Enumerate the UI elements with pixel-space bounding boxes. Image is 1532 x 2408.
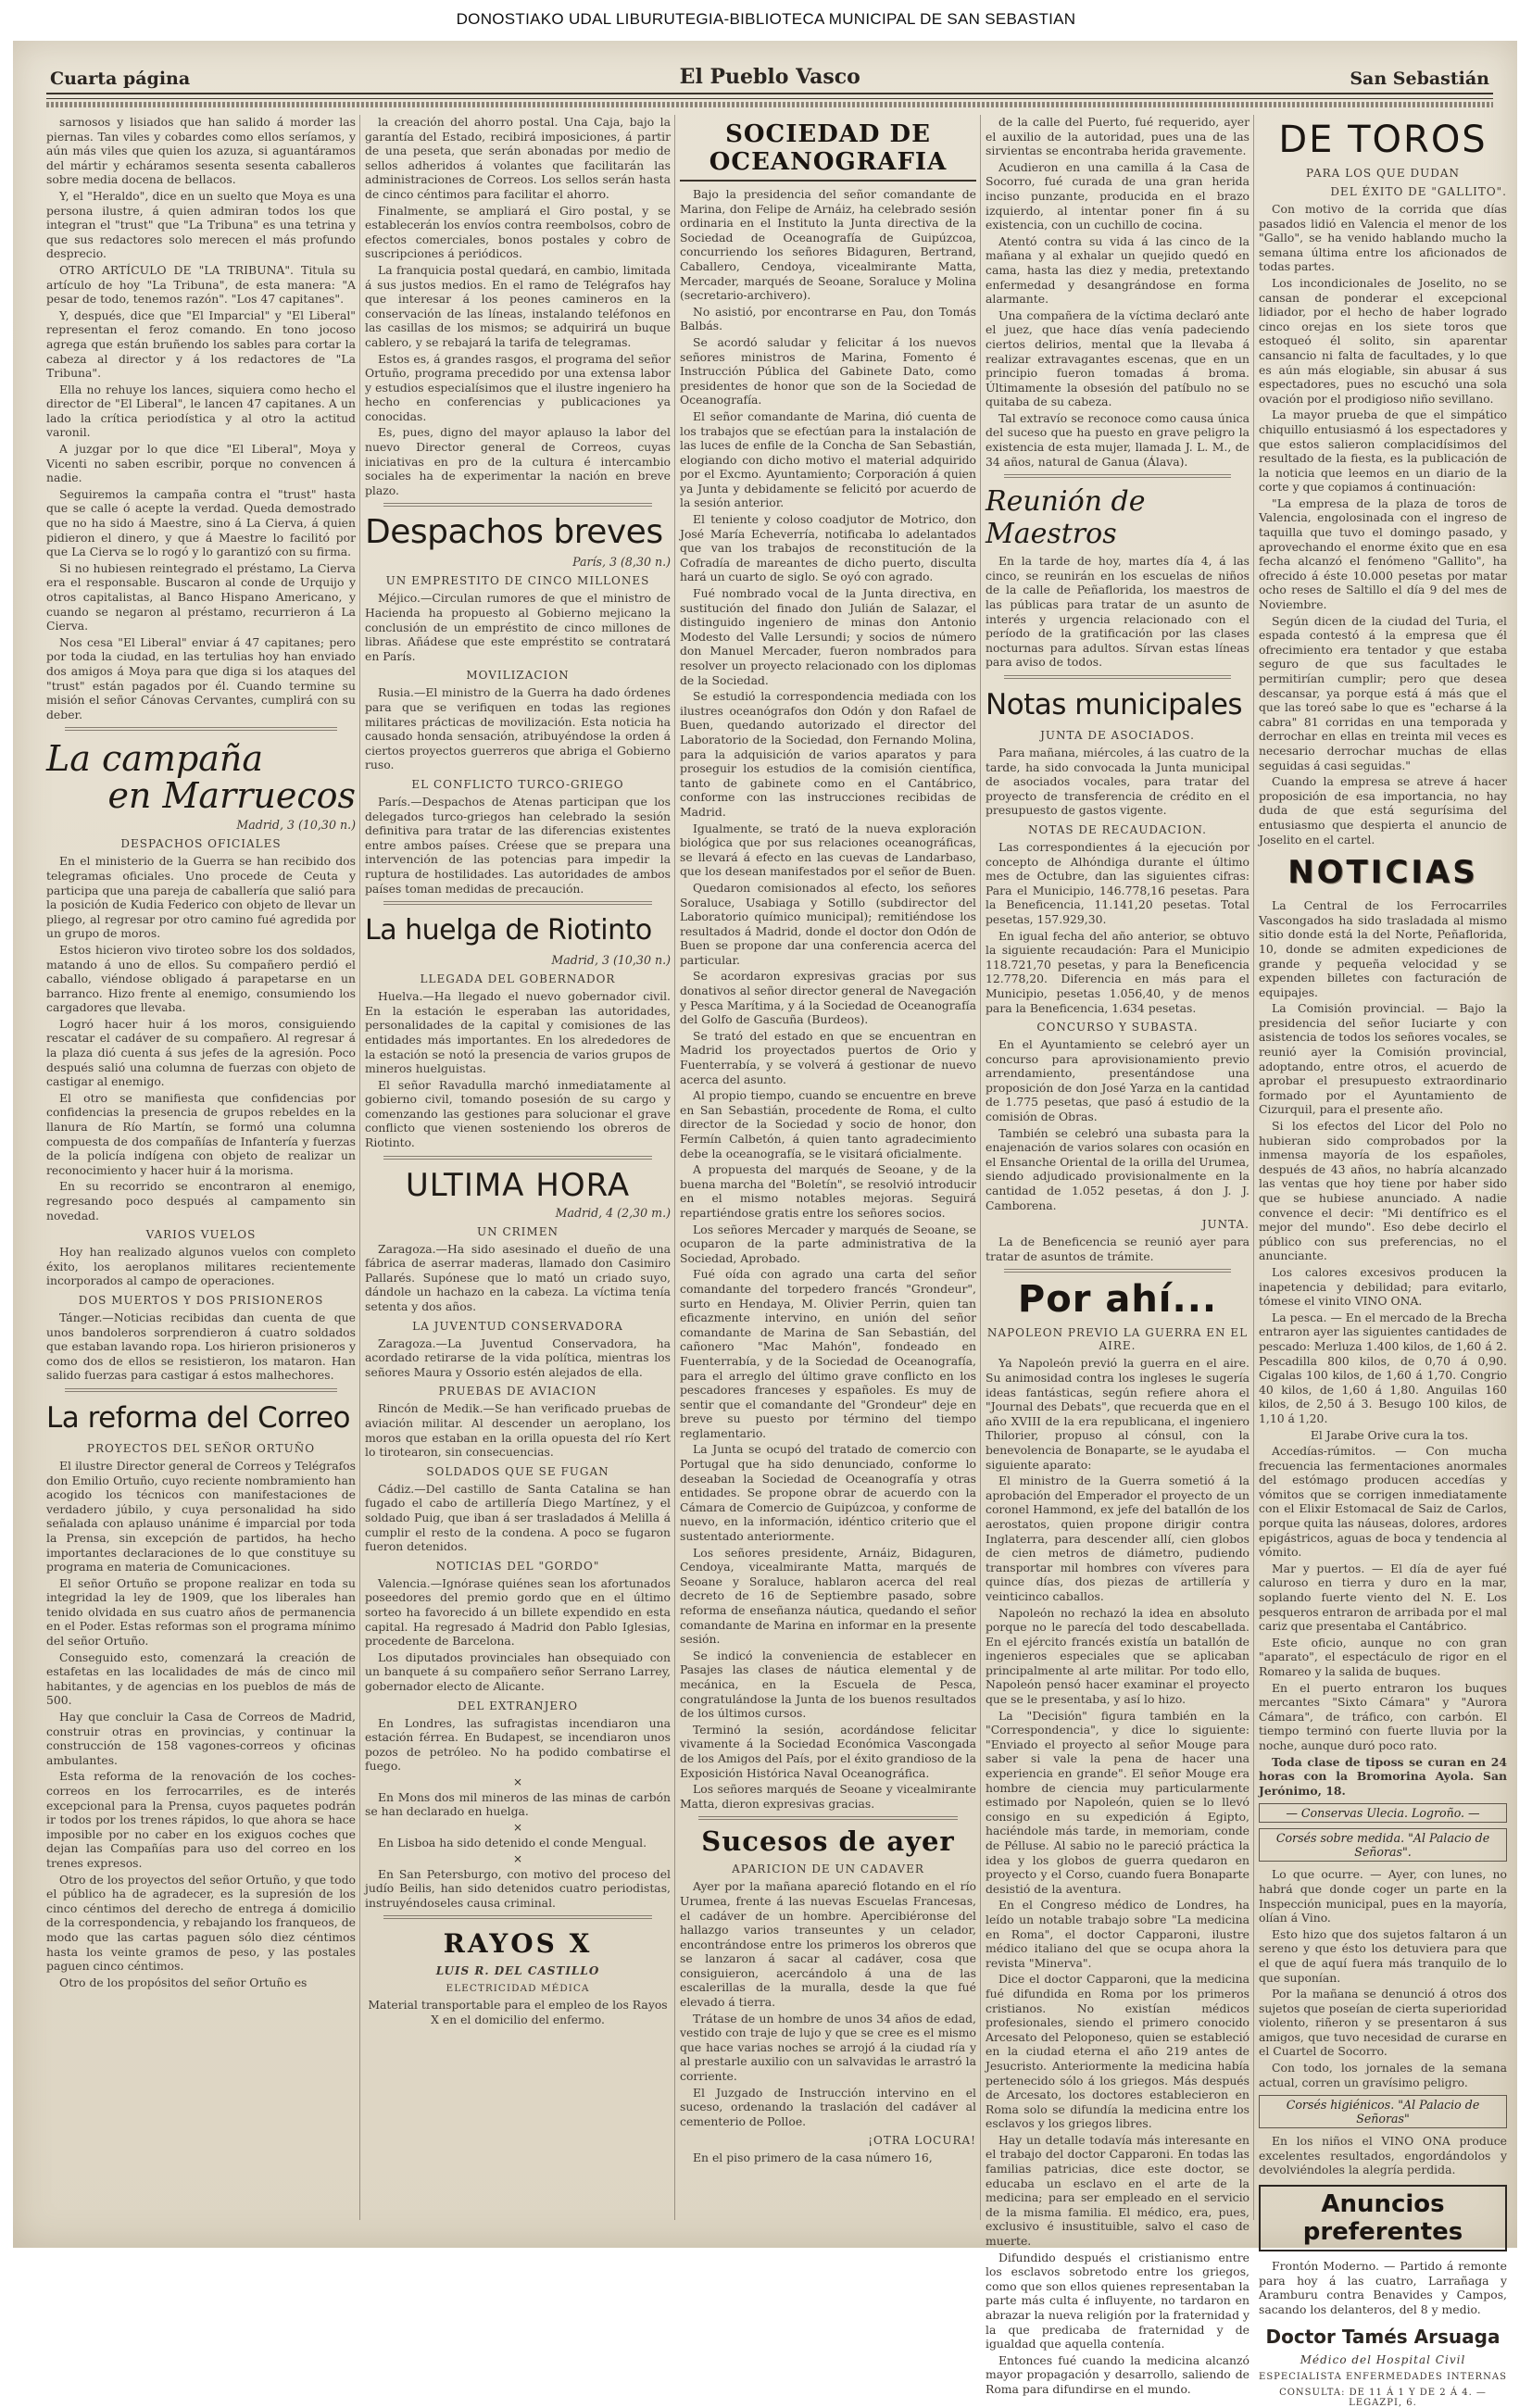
article-paragraph: La "Decisión" figura también en la "Correspondencia", y dice lo siguiente: "Enviado el proyecto al señor Mouge para saber si vale la pena de hacer una experiencia en grande". El señor Mouge era hombre de ciencia muy particularmente estimado por Napoleón, quien se lo llevó consigo en su expedición á Egipto, haciéndole más tarde, in memoriam, conde de Pélluse. Al sabio no le pareció práctica la idea y los globos de guerra quedaron en proyecto y el Corso, cuando fuera Bonaparte desistió de la aventura. (986, 1708, 1249, 1896)
article-paragraph: En el piso primero de la casa número 16, (693, 2151, 933, 2165)
column-3 (680, 115, 976, 2229)
dateline: Madrid, 3 (10,30 n.) (551, 953, 671, 968)
subheading: LLEGADA DEL GOBERNADOR (420, 972, 616, 986)
article-paragraph: Se indicó la conveniencia de establecer en Pasajes las clases de náutica elemental y de mecánica, en la Escuela de Pesca, congratulándose la Junta de los buenos resultados de los últimos cursos. (680, 1648, 976, 1721)
dateline: París, 3 (8,30 n.) (572, 555, 671, 570)
article-paragraph: Ella no rehuye los lances, siquiera como hecho el director de "El Liberal", le lancen 47 capitanes. A un lado la crítica periodística y al otro la actitud varonil. (46, 382, 356, 440)
article-paragraph: Difundido después el cristianismo entre los esclavos sobretodo entre los griegos, como que son ellos quienes representaban la parte más culta é influyente, no tardaron en abrazar la nueva religión por la fraternidad y la que predicaba de fraternidad y de igualdad que aquella contenía. (986, 2250, 1249, 2352)
article-paragraph: Frontón Moderno. — Partido á remonte para hoy á las cuatro, Larrañaga y Aramburu contra Benavides y Campos, sacando los delanteros, del 8 y medio. (1259, 2259, 1507, 2316)
headline-sucesos: Sucesos de ayer (701, 1825, 955, 1858)
section-separator (383, 1915, 652, 1919)
article-paragraph: Ya Napoleón previó la guerra en el aire. Su animosidad contra los ingleses le sugería ideas fantásticas, según refiere ahora el "Journal des Debats", que recuerda que en el año XVIII de la era republicana, el ingeniero Thilorier, propuso al cónsul, con la benevolencia de Bonaparte, se le ayudaba el siguiente aparato: (986, 1356, 1249, 1472)
article-paragraph: Se estudió la correspondencia mediada con los ilustres oceanógrafos don Odón y don Rafael de Buen, quedando autorizado el director del Laboratorio de la Sociedad, don Fernando Molina, para la adquisición de varios aparatos y para proseguir los estudios de la comisión científica, tanto de gabinete como en el Cantábrico, conforme con las instrucciones recibidas de Madrid. (680, 689, 976, 819)
article-paragraph: Trátase de un hombre de unos 34 años de edad, vestido con traje de lujo y que se cree es el mismo que hace varias noches se arrojó á la ciudad ría y al prestarle auxilio con un salvavidas le arrastró la corriente. (680, 2011, 976, 2084)
article-paragraph: En Londres, las sufragistas incendiaron una estación férrea. En Budapest, se incendiaron unos pozos de petróleo. No ha podido combatirse el fuego. (365, 1715, 671, 1774)
article-paragraph: Cuando la empresa se atreve á hacer proposición de esa importancia, no hay duda de que está segurísima del entusiasmo que despierta el anuncio de Joselito en el cartel. (1259, 774, 1507, 847)
headline-correo: La reforma del Correo (46, 1400, 351, 1435)
article-paragraph: Para mañana, miércoles, á las cuatro de la tarde, ha sido convocada la Junta municipal de asociados vocales, para tratar del proyecto de transferencia de crédito en el presupuesto de gastos vigente. (986, 746, 1249, 818)
article-paragraph: Finalmente, se ampliará el Giro postal, y se establecerán los envíos contra reembolsos, cobro de efectos comerciales, bonos postales y cobro de suscripciones á periódicos. (365, 203, 671, 261)
article-paragraph: Tal extravío se reconoce como causa única del suceso que ha puesto en grave peligro la existencia de esta mujer, llamada J. L. M., de 34 años, natural de Ganua (Álava). (986, 410, 1249, 469)
subheading: PRUEBAS DE AVIACION (438, 1385, 597, 1398)
section-separator (383, 503, 652, 507)
article-paragraph: Bajo la presidencia del señor comandante de Marina, don Felipe de Arnáiz, ha celebrado sesión ordinaria en el Instituto la Junta directiva de la Sociedad de Oceanografía de Guipúzcoa, concurriendo los señores Bidaguren, Bertrand, Caballero, Cendoya, vicealmirante Matta, Mercader, marqués de Seoane, Soraluce y Molina (secretario-archivero). (680, 187, 976, 303)
article-paragraph: En su recorrido se encontraron al enemigo, regresando poco después al campamento sin novedad. (46, 1179, 356, 1223)
article-paragraph: OTRO ARTÍCULO DE "LA TRIBUNA". Titula su artículo de hoy "La Tribuna", de esta manera: "A pesar de todo, tenemos razón". "Los 47 capitanes". (46, 262, 356, 307)
article-paragraph: La franquicia postal quedará, en cambio, limitada á sus justos medios. En el ramo de Telégrafos hay que interesar á los peones camineros en la conservación de las líneas, instalando teléfonos en las casillas de los mismos; se adquirirá un buque cablero, y se rebajará la tarifa de telegramas. (365, 262, 671, 349)
subheading: NAPOLEON PREVIO LA GUERRA EN EL AIRE. (986, 1326, 1249, 1353)
article-paragraph: Con todo, los jornales de la semana actual, corren un gravísimo peligro. (1259, 2061, 1507, 2089)
column-divider (1253, 115, 1254, 2220)
article-paragraph: La Comisión provincial. — Bajo la presidencia del señor Iuciarte y con asistencia de todos los señores vocales, se reunió ayer la Comisión provincial, adoptando, entre otros, el acuerdo de aprobar el presupuesto extraordinario formado por el Ayuntamiento de Cizurquil, para el presente año. (1259, 1001, 1507, 1117)
article-paragraph: No asistió, por encontrarse en Pau, don Tomás Balbás. (680, 304, 976, 333)
section-separator (65, 727, 337, 731)
article-paragraph: A juzgar por lo que dice "El Liberal", Moya y Vicenti no saben escribir, porque no convencen á nadie. (46, 442, 356, 485)
article-paragraph: Y, después, dice que "El Imparcial" y "El Liberal" representan el feroz comando. En tono jocoso agrega que están bruñendo los sables para cortar la cabeza al director y á los redactores de "La Tribuna". (46, 307, 356, 381)
article-paragraph: Hoy han realizado algunos vuelos con completo éxito, los aeroplanos militares recientemente incorporados al campo de operaciones. (46, 1245, 356, 1288)
subheading: APARICION DE UN CADAVER (732, 1862, 924, 1876)
article-paragraph: Quedaron comisionados al efecto, los señores Soraluce, Usabiaga y Sotillo (subdirector del Laboratorio químico municipal); remitiéndose los resultados á Madrid, donde el doctor don Odón de Buen se propone dar una conferencia acerca del particular. (680, 880, 976, 967)
article-paragraph: Los señores marqués de Seoane y vicealmirante Matta, dieron expresivas gracias. (680, 1782, 976, 1811)
article-paragraph: En el ministerio de la Guerra se han recibido dos telegramas oficiales. Uno procede de Ceuta y participa que una pareja de caballería que salió para la posición de Kudia Federico con objeto de llevar un pliego, al regresar por otro camino fué agredida por un grupo de moros. (46, 854, 356, 941)
subheading: MOVILIZACION (466, 669, 570, 683)
headline-ultima-hora: ULTIMA HORA (405, 1166, 631, 1204)
article-paragraph: Accedías-rúmitos. — Con mucha frecuencia las fermentaciones anormales del estómago producen accedías y vómitos que se corrigen inmediatamente con el Elixir Estomacal de Saiz de Carlos, porque quita las náuseas, dolores, ardores epigástricos, aguas de boca y tendencia al vómito. (1259, 1444, 1507, 1560)
headline-riotinto: La huelga de Riotinto (365, 914, 652, 947)
article-paragraph: Se trató del estado en que se encuentran en Madrid los proyectados puertos de Orio y Fuenterrabía, y se volverá á gestionar de nuevo acerca del asunto. (680, 1028, 976, 1086)
ad-box: — Conservas Ulecia. Logroño. — (1259, 1803, 1507, 1823)
article-paragraph: También se celebró una subasta para la enajenación de varios solares con ocasión en el Ensanche Oriental de la orilla del Urumea, siendo adjudicado provisionalmente en la cantidad de 1.052 pesetas, á don J. J. Camborena. (986, 1125, 1249, 1212)
article-paragraph: Valencia.—Ignórase quiénes sean los afortunados poseedores del premio gordo que en el último sorteo ha favorecido á un billete expendido en esta capital. Ha regresado á Madrid don Pablo Iglesias, procedente de Barcelona. (365, 1575, 671, 1649)
article-paragraph: Los señores presidente, Arnáiz, Bidaguren, Cendoya, vicealmirante Matta, marqués de Seoane y Soraluce, hablaron acerca del real decreto de 16 de Septiembre pasado, sobre reforma de enseñanza náutica, quedando el señor comandante de Marina en informar en la presente sesión. (680, 1545, 976, 1647)
article-paragraph: El ministro de la Guerra sometió á la aprobación del Emperador el proyecto de un coronel Hammond, ex jefe del batallón de los aerostatos, quien propone dirigir contra Inglaterra, para descender allí, cien globos de cien metros de diámetro, pudiendo transportar mil hombres con víveres para quince días, dos piezas de artillería y veinticinco caballos. (986, 1474, 1249, 1603)
article-paragraph: El Jarabe Orive cura la tos. (1310, 1427, 1469, 1442)
item-separator: × (512, 1821, 523, 1835)
article-paragraph: Con motivo de la corrida que días pasados lidió en Valencia el menor de los "Gallo", se ha venido hablando mucho la semana última entre los aficionados de todas partes. (1259, 202, 1507, 274)
article-paragraph: La Central de los Ferrocarriles Vascongados ha sido trasladada al mismo sitio donde está la del Norte, Peñaflorida, 10, donde se admiten expediciones de grande y pequeña velocidad y se expenden billetes con facturación de equipajes. (1259, 898, 1507, 999)
article-paragraph: La mayor prueba de que el simpático chiquillo entusiasmó á los espectadores y que estos salieron complacidísimos del resultado de la fiesta, es la publicación de la noticia que leemos en un diario de la corte y que copiamos á continuación: (1259, 408, 1507, 495)
article-paragraph: Hay un detalle todavía más interesante en el trabajo del doctor Capparoni. En todas las familias patricias, dice este doctor, se educaba un esclavo en el arte de la medicina; para ser empleado en el servicio de la misma familia. El médico, era, pues, exclusivo é insustituible, salvo el caso de muerte. (986, 2132, 1249, 2249)
article-paragraph: En San Petersburgo, con motivo del proceso del judío Beilis, han sido detenidos cuatro periodistas, instruyéndoseles causa criminal. (365, 1866, 671, 1910)
article-paragraph: La Junta se ocupó del tratado de comercio con Portugal que ha sido denunciado, conforme lo deseaban la Sociedad de Oceanografía y otras entidades. Se propone obrar de acuerdo con la Cámara de Comercio de Guipúzcoa, y conforme de nuevo, en la información, idéntico criterio que el sustentado anteriormente. (680, 1442, 976, 1544)
article-paragraph: Entonces fué cuando la medicina alcanzó mayor propagación y desarrollo, saliendo de Roma para difundirse en el mundo. (986, 2352, 1249, 2396)
column-2 (365, 115, 671, 2229)
subheading: DESPACHOS OFICIALES (120, 837, 282, 851)
article-paragraph: En el Ayuntamiento se celebró ayer un concurso para aprovisionamiento previo arrendamiento, presentándose una proposición de don José Yarza en la cantidad de 1.775 pesetas, que pasó á estudio de la comisión de Obras. (986, 1037, 1249, 1124)
article-paragraph: En Mons dos mil mineros de las minas de carbón se han declarado en huelga. (365, 1789, 671, 1819)
article-paragraph: Esta reforma de la renovación de los coches-correos en los ferrocarriles, es de interés excepcional para la Prensa, cuyos paquetes podrán ir todos por los trenes rápidos, lo que ahora se hace imposible por no caber en los exiguos coches que dejan las Compañías para uso del correo en los trenes expresos. (46, 1769, 356, 1870)
article-paragraph: sarnosos y lisiados que han salido á morder las piernas. Tan viles y cobardes como ellos seríamos, y aún más viles que quien los azuza, si aguantáramos del mártir y echáramos sesenta sesenta caballeros sobre media docena de bellacos. (46, 115, 356, 187)
ad-rayos-title: RAYOS X (443, 1928, 593, 1960)
article-paragraph: Toda clase de tiposs se curan en 24 horas con la Bromorina Ayola. San Jerónimo, 18. (1259, 1754, 1507, 1798)
subheading: CONCURSO Y SUBASTA. (1036, 1021, 1199, 1035)
article-paragraph: En igual fecha del año anterior, se obtuvo la siguiente recaudación: Para el Municipio 118.721,70 pesetas, y para la Beneficencia 12.778,20. Diferencia en más para el Municipio, pesetas 1.056,40, y de menos para la Beneficencia, 1.634 pesetas. (986, 928, 1249, 1015)
dateline: Madrid, 3 (10,30 n.) (236, 818, 356, 833)
column-4 (986, 115, 1249, 2396)
subheading: ¡OTRA LOCURA! (868, 2134, 976, 2148)
headline-despachos: Despachos breves (365, 513, 663, 552)
article-paragraph: Los señores Mercader y marqués de Seoane, se ocuparon de la parte administrativa de la Sociedad, Aprobado. (680, 1222, 976, 1265)
newspaper-page (13, 41, 1517, 2408)
article-paragraph: Estos hicieron vivo tiroteo sobre los dos soldados, matando á uno de ellos. Su compañero perdió el caballo, viéndose obligado á parapetarse en un barranco. Hizo frente al enemigo, consumiendo los cargadores que llevaba. (46, 942, 356, 1015)
article-paragraph: Al propio tiempo, cuando se encuentre en breve en San Sebastián, procedente de Roma, el culto director de la Sociedad y socio de honor, don Fermín Calbetón, á quien tanto agradecimiento debe la oceanografía, se le visitará oficialmente. (680, 1088, 976, 1160)
article-paragraph: Conseguido esto, comenzará la creación de estafetas en las localidades de más de cinco mil habitantes, y de agencias en los pueblos de más de 500. (46, 1649, 356, 1708)
article-paragraph: Napoleón no rechazó la idea en absoluto porque no le parecía del todo descabellada. En el ejército francés existía un batallón de ingenieros especiales que se aplicaban principalmente al arte militar. Por todo ello, Napoleón pensó hacer examinar el proyecto que se le presentaba, y así lo hizo. (986, 1605, 1249, 1707)
column-divider (674, 115, 675, 2220)
city-label: San Sebastián (1350, 69, 1489, 89)
article-paragraph: Lo que ocurre. — Ayer, con lunes, no habrá que donde coger un parte en la Inspección municipal, pues en la mayoría, olían á Vino. (1259, 1867, 1507, 1925)
article-paragraph: Según dicen de la ciudad del Turia, el espada contestó á la empresa que él ofrecimiento era tentador y que estaba seguro de que sus facultades le permitirían cumplir; pero que desea descansar, ya porque está á más que el que las toreó sabe lo que es "echarse á la cabra" 81 corridas en una temporada y derrochar en ellas en treinta mil veces es necesario derrochar muchas de ellas seguidas á casi seguidas." (1259, 613, 1507, 772)
article-paragraph: Zaragoza.—La Juventud Conservadora, ha acordado retirarse de la vida política, mientras los señores Maura y Ossorio estén alejados de ella. (365, 1336, 671, 1379)
article-paragraph: Méjico.—Circulan rumores de que el ministro de Hacienda ha propuesto al Gobierno mejicano la conclusión de un empréstito de cinco millones de libras. Añádese que este empréstito se contratará en París. (365, 591, 671, 663)
ad-rayos-name: LUIS R. DEL CASTILLO (435, 1964, 600, 1978)
subheading: PARA LOS QUE DUDAN (1305, 167, 1461, 180)
article-paragraph: Si no hubiesen reintegrado el préstamo, La Cierva era el responsable. Buscaron al conde de Urquijo y otros capitalistas, al Banco Hispano Americano, y cuando se negaron al préstamo, recurrieron á La Cierva. (46, 560, 356, 633)
article-paragraph: Rincón de Medik.—Se han verificado pruebas de aviación militar. Al descender un aeroplano, los moros que estaban en la orilla opuesta del río Kert lo tirotearon, sin consecuencias. (365, 1401, 671, 1460)
article-paragraph: El otro se manifiesta que confidencias por confidencias la presencia de grupos rebeldes en la llanura de Río Martín, se formó una columna compuesta de dos compañías de Infantería y fuerzas de la policía indígena con objeto de realizar un reconocimiento y hacer huir á la morisma. (46, 1090, 356, 1177)
subheading: SOLDADOS QUE SE FUGAN (426, 1464, 609, 1478)
article-paragraph: En el puerto entraron los buques mercantes "Sixto Cámara" y "Aurora Cámara", de tráfico, con carbón. El tiempo terminó con fuerte lluvia por la noche, aunque duró poco rato. (1259, 1680, 1507, 1752)
ad-rayos-text: Material transportable para el empleo de los Rayos X en el domicilio del enfermo. (368, 1998, 668, 2027)
article-paragraph: Logró hacer huir á los moros, consiguiendo rescatar el cadáver de su compañero. Al regresar á la plaza dió cuenta á sus jefes de la agresión. Poco después salió una columna de fuerzas con objeto de castigar al enemigo. (46, 1016, 356, 1089)
article-paragraph: Seguiremos la campaña contra el "trust" hasta que se calle ó acepte la verdad. Queda demostrado que no ha sido á Maestre, sino á La Cierva, á quien pidieron el dinero, y que á Maestre lo facilitó por que La Cierva se lo rogó y lo garantizó con su firma. (46, 486, 356, 559)
article-paragraph: Los calores excesivos producen la inapetencia y debilidad; para evitarlo, tómese el vinito VINO ONA. (1259, 1264, 1507, 1309)
article-paragraph: El señor Ravadulla marchó inmediatamente al gobierno civil, tomando posesión de su cargo y comenzando las gestiones para solucionar el grave conflicto que vienen sosteniendo los obreros de Riotinto. (365, 1077, 671, 1150)
article-paragraph: "La empresa de la plaza de toros de Valencia, engolosinada con el ingreso de taquilla que tuvo el domingo pasado, y aprovechando el enorme éxito que en esa fecha alcanzó el fenómeno "Gallito", ha ofrecido á éste 10.000 pesetas por matar ocho reses de Saltillo el día 9 del mes de Noviembre. (1259, 495, 1507, 612)
subheading: VARIOS VUELOS (145, 1228, 257, 1242)
subheading: UN EMPRESTITO DE CINCO MILLONES (385, 574, 650, 588)
article-paragraph: Igualmente, se trató de la nueva exploración biológica que por sus relaciones oceanográficas, se llevará á efecto en las cuevas de Landarbaso, que los desean manifestados por el señor de Buen. (680, 821, 976, 879)
subheading: DEL EXTRANJERO (457, 1699, 579, 1712)
ad-box: Corsés higiénicos. "Al Palacio de Señoras" (1259, 2095, 1507, 2128)
article-paragraph: Fué nombrado vocal de la Junta directiva, en sustitución del finado don Julián de Salazar, el distinguido ingeniero de minas don Antonio Modesto del Valle Lersundi; y socios de número don Manuel Mercader, fueron nombrados para resolver un proyecto relacionado con los diplomas de la Sociedad. (680, 586, 976, 687)
subheading: UN CRIMEN (477, 1224, 559, 1238)
article-paragraph: Nos cesa "El Liberal" enviar á 47 capitanes; pero por toda la ciudad, en las tertulias hoy han enviado dos amigos á Moya para que diga si los ataques del "trust" están pagados por él. Cuando termine su misión el señor Cánovas Cervantes, cumplirá con su deber. (46, 634, 356, 721)
running-header (50, 61, 1489, 89)
article-paragraph: Rusia.—El ministro de la Guerra ha dado órdenes para que se verifiquen en todas las regiones militares prácticas de movilización. Esta noticia ha causado honda sensación, atribuyéndose la orden á ciertos proyectos guerreros que abriga el Gobierno ruso. (365, 685, 671, 772)
headline-marruecos-2: en Marruecos (107, 775, 356, 817)
article-paragraph: Esto hizo que dos sujetos faltaron á un sereno y que ésto los detuviera para que el que de aquí fuera más tranquilo de lo que suponían. (1259, 1926, 1507, 1985)
column-1 (46, 115, 356, 2229)
article-paragraph: Zaragoza.—Ha sido asesinado el dueño de una fábrica de aserrar maderas, llamado don Casimiro Pallarés. Supónese que lo mató un criado suyo, dándole un hachazo en la cabeza. La víctima tenía setenta y dos años. (365, 1241, 671, 1314)
section-separator (1004, 474, 1231, 478)
ad-doctor-name: Doctor Tamés Arsuaga (1265, 2326, 1501, 2349)
subheading: EL CONFLICTO TURCO-GRIEGO (411, 777, 624, 791)
subheading: DEL ÉXITO DE "GALLITO". (1330, 185, 1507, 198)
article-paragraph: Fué oída con agrado una carta del señor comandante del torpedero francés "Grondeur", surto en Hendaya, M. Olivier Perrin, quien tan eficazmente intervino, en unión del señor comandante de Marina de San Sebastián, del cañonero "Mac Mahón", fondeado en Fuenterrabía, y de la Sociedad de Oceanografía, para el arreglo del último grave conflicto en los pescadores franceses y españoles. Es muy de sentir que el comandante del "Grondeur" deje en breve su puesto por término del tiempo reglamentario. (680, 1267, 976, 1440)
page-number: Cuarta página (50, 69, 191, 89)
article-paragraph: Este oficio, aunque no con gran "aparato", el espectáculo de rigor en el Romareo y la salida de buques. (1259, 1635, 1507, 1678)
article-paragraph: Se acordó saludar y felicitar á los nuevos señores ministros de Marina, Fomento é Instrucción Pública del Gabinete Dato, como presidentes de honor que son de la Sociedad de Oceanografía. (680, 334, 976, 408)
headline-maestros: Reunión de Maestros (986, 485, 1146, 551)
article-paragraph: Ayer por la mañana apareció flotando en el río Urumea, frente á las nuevas Escuelas Francesas, el cadáver de un hombre. Apercibiéronse del hallazgo varios transeuntes y un celador, encontrándose entre los primeros los obreros que se lanzaron á sacar al cadáver, cosa que consiguieron, acercándolo á una de las escalerillas de la muralla, desde la que fué elevado á tierra. (680, 1879, 976, 2010)
article-paragraph: En la tarde de hoy, martes día 4, á las cinco, se reunirán en los escuelas de niños de la calle de Peñaflorida, los maestros de las públicas para tratar de un asunto de interés y urgencia relacionado con el período de la gratificación por las clases nocturnas para adultos. Sírvan estas líneas para aviso de todos. (986, 554, 1249, 670)
article-paragraph: Tánger.—Noticias recibidas dan cuenta de que unos bandoleros sorprendieron á cuatro soldados que estaban lavando ropa. Los hirieron prisioneros y como dos de ellos se resistieron, los mataron. Han salido fuerzas para castigar á estos malhechores. (46, 1310, 356, 1383)
article-paragraph: Dice el doctor Capparoni, que la medicina fué difundida en Roma por los primeros cristianos. No existían médicos profesionales, siendo el primero conocido Arcesato del Peloponeso, quien se estableció en la ciudad eterna el año 219 antes de Jesucristo. Anteriormente la medicina había pertenecido sólo á los griegos. Más después de Arcesato, los doctores establecieron en Roma solo se difundía la medicina entre los esclavos y los griegos libres. (986, 1972, 1249, 2131)
headline-marruecos: La campaña (46, 738, 264, 780)
article-paragraph: Atentó contra su vida á las cinco de la mañana y al exhalar un quejido quedó en cama, hasta las diez y media, pretextando enfermedad y desangrándose en forma alarmante. (986, 233, 1249, 307)
subheading: NOTAS DE RECAUDACION. (1028, 822, 1207, 836)
article-paragraph: Y, el "Heraldo", dice en un suelto que Moya es una persona ilustre, á quien admiran todos los que integran el "trust" que "La Tribuna" es una tetrina y que sus redactores solo merecen el más profundo desprecio. (46, 188, 356, 261)
headline-anuncios: Anuncios preferentes (1259, 2185, 1507, 2251)
header-ornament-rule (46, 102, 1493, 107)
subheading: NOTICIAS DEL "GORDO" (435, 1559, 600, 1573)
article-paragraph: Se acordaron expresivas gracias por sus donativos al señor director general de Navegación y Pesca Marítima, y á la Sociedad de Oceanografía del Golfo de Gascuña (Burdeos). (680, 969, 976, 1027)
article-paragraph: La pesca. — En el mercado de la Brecha entraron ayer las siguientes cantidades de pescado: Merluza 1.400 kilos, de 1,60 á 2. Pescadilla 800 kilos, de 0,70 á 0,90. Cigalas 100 kilos, de 1,60 á 1,70. Congrio 40 kilos, de 1,60 á 1,80. Anguilas 160 kilos, de 2,50 á 3. Besugo 100 kilos, de 1,10 á 1,20. (1259, 1310, 1507, 1425)
column-5 (1259, 115, 1508, 2408)
masthead-title: El Pueblo Vasco (679, 65, 860, 89)
article-paragraph: París.—Despachos de Atenas participan que los delegados turco-griegos han celebrado la sesión definitiva para tratar de las diferencias existentes entre ambos países. Créese que se prepara una intervención de las potencias para impedir la ruptura de hostilidades. Las autoridades de ambos países toman medidas de precaución. (365, 794, 671, 896)
column-divider (980, 115, 981, 2220)
article-paragraph: El señor Ortuño se propone realizar en toda su integridad la ley de 1909, que los liberales han tenido olvidada en sus cuatro años de permanencia en el Poder. Estas reformas son el programa mínimo del señor Ortuño. (46, 1575, 356, 1649)
ad-rayos-sub: ELECTRICIDAD MÉDICA (446, 1983, 590, 1995)
article-paragraph: Es, pues, digno del mayor aplauso la labor del nuevo Director general de Correos, cuyas iniciativas en pro de la cultura é intercambio sociales ha de experimentar la nación en breve plazo. (365, 425, 671, 497)
article-paragraph: En el Congreso médico de Londres, ha leído un notable trabajo sobre "La medicina en Roma", el doctor Capparoni, ilustre médico italiano del que se ocupa ahora la revista "Minerva". (986, 1898, 1249, 1970)
archive-banner: DONOSTIAKO UDAL LIBURUTEGIA-BIBLIOTECA MUNICIPAL DE SAN SEBASTIAN (0, 0, 1532, 39)
column-divider (359, 115, 360, 2220)
subheading: JUNTA DE ASOCIADOS. (1040, 729, 1195, 742)
article-paragraph: Otro de los propósitos del señor Ortuño es (59, 1975, 308, 1989)
headline-por-ahi: Por ahí... (1017, 1278, 1218, 1322)
article-paragraph: Cádiz.—Del castillo de Santa Catalina se han fugado el cabo de artillería Diego Martínez, y el soldado Puig, que iban á ser trasladados á Melilla á cumplir el resto de la condena. A poco se fugaron fueron detenidos. (365, 1481, 671, 1554)
article-paragraph: A propuesta del marqués de Seoane, y de la buena marcha del "Boletín", se resolvió introducir en el mismo notables mejoras. Seguirá repartiéndose gratis entre los señores socios. (680, 1162, 976, 1220)
subheading: PROYECTOS DEL SEÑOR ORTUÑO (86, 1441, 316, 1455)
headline-oceanografia: SOCIEDAD DE OCEANOGRAFIA (680, 120, 976, 182)
article-paragraph: El señor comandante de Marina, dió cuenta de los trabajos que se efectúan para la instalación de las luces de enfile de la Concha de San Sebastián, elogiando con dicho motivo el material adquirido por el Excmo. Ayuntamiento; Corporación á quien ya Junta y debidamente se felicitó por acuerdo de la sesión anterior. (680, 408, 976, 510)
article-paragraph: Hay que concluir la Casa de Correos de Madrid, construir otras en provincias, y continuar la construcción de 158 vagones-correos y oficinas ambulantes. (46, 1710, 356, 1767)
article-paragraph: la creación del ahorro postal. Una Caja, bajo la garantía del Estado, recibirá imposiciones, á partir de una peseta, que serán abonadas por medio de sellos adheridos á volantes que facilitarán las administraciones de Correos. Los sellos serán hasta de cinco céntimos para facilitar el ahorro. (365, 115, 671, 201)
article-paragraph: Huelva.—Ha llegado el nuevo gobernador civil. En la estación le esperaban las autoridades, personalidades de la capital y comisiones de las entidades más importantes. En los alrededores de la estación se notó la presencia de varios grupos de mineros huelguistas. (365, 989, 671, 1076)
section-separator (383, 901, 652, 905)
ad-doctor-hours: CONSULTA: DE 11 Á 1 Y DE 2 Á 4. — LEGAZPI, 6. (1279, 2388, 1487, 2408)
ad-doctor-title: Médico del Hospital Civil (1300, 2353, 1466, 2367)
article-paragraph: Mar y puertos. — El día de ayer fué caluroso en tierra y duro en la mar, soplando fuerte viento del N. E. Los pesqueros entraron de arribada por el mal cariz que presentaba el Cantábrico. (1259, 1561, 1508, 1634)
article-paragraph: El ilustre Director general de Correos y Telégrafos don Emilio Ortuño, cuyo reciente nombramiento han acogido los técnicos con manifestaciones de verdadero júbilo, y cuya personalidad ha sido señalada con aplauso unánime é imparcial por toda la Prensa, sin excepción de partidos, ha hecho importantes declaraciones de lo que constituye su programa en materia de Comunicaciones. (46, 1458, 356, 1574)
article-paragraph: Terminó la sesión, acordándose felicitar vivamente á la Sociedad Económica Vascongada de los Amigos del País, por el éxito grandioso de la Exposición Histórica Naval Oceanográfica. (680, 1722, 976, 1780)
article-paragraph: En los niños el VINO ONA produce excelentes resultados, engordándolos y devolviéndoles la alegría perdida. (1259, 2134, 1507, 2177)
article-paragraph: En Lisboa ha sido detenido el conde Mengual. (378, 1836, 647, 1850)
ad-doctor-spec: ESPECIALISTA ENFERMEDADES INTERNAS (1259, 2372, 1507, 2383)
item-separator: × (512, 1851, 523, 1865)
section-separator (1004, 675, 1231, 679)
subheading: DOS MUERTOS Y DOS PRISIONEROS (78, 1293, 324, 1307)
article-paragraph: Estos es, á grandes rasgos, el programa del señor Ortuño, programa precedido por una extensa labor y estudios especialísimos que el ilustre ingeniero ha hecho en conferencias y publicaciones ya conocidas. (365, 351, 671, 423)
headline-noticias: NOTICIAS (1287, 854, 1478, 892)
article-paragraph: El Juzgado de Instrucción intervino en el suceso, ordenando la traslación del cadáver al cementerio de Polloe. (680, 2085, 976, 2128)
headline-toros: DE TOROS (1278, 119, 1488, 161)
section-separator (65, 1388, 337, 1392)
header-rule (46, 93, 1493, 99)
headline-notas-municipales: Notas municipales (986, 688, 1243, 721)
article-paragraph: Si los efectos del Licor del Polo no hubieran sido comprobados por la inmensa mayoría de los españoles, después de 43 años, no habría alcanzado las ventas que hoy tiene por haber sido que se hubiese anunciado. A nadie convence el decir: "Mi dentífrico es el mejor del mundo". Eso debe decirlo el público con sus preferencias, no el anunciante. (1259, 1119, 1507, 1263)
article-paragraph: La de Beneficencia se reunió ayer para tratar de asuntos de trámite. (986, 1235, 1249, 1263)
section-separator (1004, 1269, 1231, 1273)
article-paragraph: de la calle del Puerto, fué requerido, ayer el auxilio de la autoridad, pues una de las sirvientas se encontraba herida gravemente. (986, 115, 1249, 158)
subheading: LA JUVENTUD CONSERVADORA (412, 1319, 623, 1333)
article-paragraph: Las correspondientes á la ejecución por concepto de Alhóndiga durante el último mes de Octubre, dan las siguientes cifras: Para el Municipio, 146.778,16 pesetas. Para la Beneficencia, 11.141,20 pesetas. Total pesetas, 157.929,30. (986, 839, 1249, 926)
article-paragraph: Una compañera de la víctima declaró ante el juez, que hace días venía padeciendo ciertos delirios, mental que la llevaba á realizar extravagantes escenas, que en un principio fueron tomadas á broma. Últimamente la obsesión del patíbulo no se quitaba de su cabeza. (986, 307, 1249, 409)
dateline: Madrid, 4 (2,30 m.) (555, 1205, 671, 1220)
article-paragraph: Otro de los proyectos del señor Ortuño, y que todo el público ha de agradecer, es la supresión de los cinco céntimos del derecho de entrega á domicilio de la correspondencia, y rebajando los franqueos, de modo que las cartas paguen sólo diez céntimos hasta los veinte gramos de peso, y las postales paguen cinco céntimos. (46, 1872, 356, 1974)
article-paragraph: Por la mañana se denunció á otros dos sujetos que poseían de cierta superioridad violento, riñeron y se presentaron á sus amigos, que tuvo necesidad de curarse en el Cuartel de Socorro. (1259, 1987, 1507, 2059)
article-paragraph: Los diputados provinciales han obsequiado con un banquete á su compañero señor Serrano Larrey, gobernador electo de Alicante. (365, 1649, 671, 1693)
section-separator (698, 1816, 958, 1820)
article-paragraph: Los incondicionales de Joselito, no se cansan de ponderar el excepcional lidiador, por el hecho de haber logrado cinco orejas en los siete toros que estoqueó él solito, sin aparentar cansancio ni falta de facultades, y lo que es aún más elogiable, sin abusar á sus espectadores, pues no escuchó una sola ovación por el prodigioso niño sevillano. (1259, 275, 1507, 406)
article-paragraph: Acudieron en una camilla á la Casa de Socorro, fué curada de una gran herida inciso punzante, producida en el brazo izquierdo, al intentar poner fin á su existencia, con un cuchillo de cocina. (986, 159, 1249, 232)
ad-box: Corsés sobre medida. "Al Palacio de Señoras". (1259, 1828, 1507, 1862)
section-separator (383, 1156, 652, 1160)
article-paragraph: El teniente y coloso coadjutor de Motrico, don José María Echeverría, notificaba lo adelantados que van los trabajos de reconstitución de la Cofradía de mareantes de dicho puerto, disculta hará un cuarto de siglo. Se oyó con agrado. (680, 512, 976, 584)
subheading: JUNTA. (1201, 1218, 1249, 1232)
item-separator: × (512, 1775, 523, 1788)
